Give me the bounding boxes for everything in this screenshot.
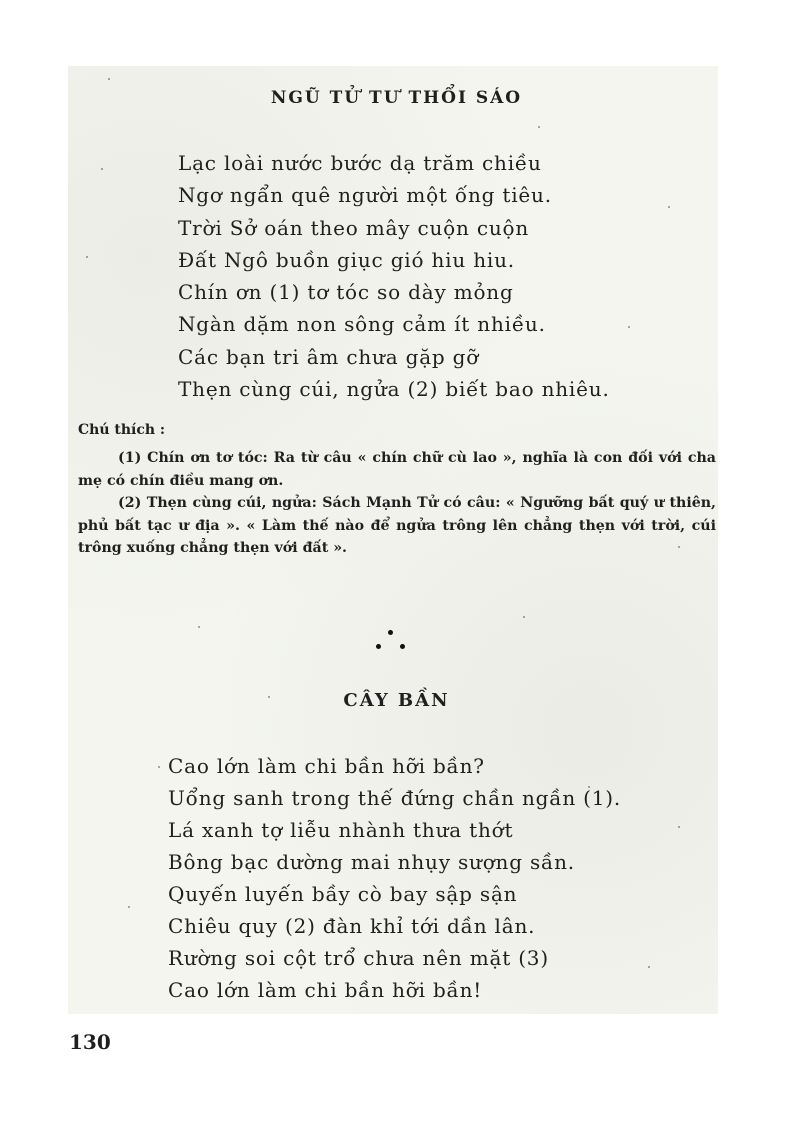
poem-line: Thẹn cùng cúi, ngửa (2) biết bao nhiêu. bbox=[178, 377, 610, 402]
poem-line: Quyến luyến bầy cò bay sập sận bbox=[168, 882, 518, 906]
note-item: (1) Chín ơn tơ tóc: Ra từ câu « chín chữ cù lao », nghĩa là con đối với cha mẹ có chín điều mang ơn. bbox=[78, 450, 716, 489]
poem-title-cay-ban: CÂY BẦN bbox=[343, 690, 450, 711]
poem-line: Ngơ ngẩn quê người một ống tiêu. bbox=[178, 183, 552, 208]
poem-line: Chiêu quy (2) đàn khỉ tới dần lân. bbox=[168, 914, 536, 938]
poem-line: Bông bạc dường mai nhụy sượng sần. bbox=[168, 850, 575, 874]
poem-line: Lá xanh tợ liễu nhành thưa thớt bbox=[168, 818, 514, 842]
notes-heading: Chú thích : bbox=[78, 422, 166, 438]
notes-body bbox=[78, 447, 716, 560]
poem-line: Rường soi cột trổ chưa nên mặt (3) bbox=[168, 946, 549, 970]
poem-line: Uổng sanh trong thế đứng chần ngần (1). bbox=[168, 786, 622, 810]
note-item: (2) Thẹn cùng cúi, ngửa: Sách Mạnh Tử có câu: « Ngưỡng bất quý ư thiên, phủ bất tạc ư địa ». « Làm thế nào để ngửa trông lên chẳng thẹn với trời, cúi trông xuống chẳng thẹn với đất ». bbox=[78, 495, 716, 556]
poem-title-ngu-tu-tu: NGŨ TỬ TƯ THỔI SÁO bbox=[270, 88, 523, 108]
poem-body-cay-ban bbox=[168, 750, 621, 1006]
poem-line: Trời Sở oán theo mây cuộn cuộn bbox=[178, 215, 530, 240]
poem-body-ngu-tu-tu bbox=[178, 147, 610, 405]
poem-line: Các bạn tri âm chưa gặp gỡ bbox=[178, 344, 480, 369]
section-separator bbox=[370, 628, 410, 652]
poem-line: Đất Ngô buồn giục gió hiu hiu. bbox=[178, 247, 515, 272]
poem-line: Cao lớn làm chi bần hỡi bần? bbox=[168, 754, 485, 778]
poem-line: Ngàn dặm non sông cảm ít nhiều. bbox=[178, 312, 546, 337]
poem-line: Chín ơn (1) tơ tóc so dày mỏng bbox=[178, 280, 514, 305]
page-number: 130 bbox=[69, 1030, 111, 1054]
poem-line: Lạc loài nước bước dạ trăm chiều bbox=[178, 151, 542, 175]
poem-line: Cao lớn làm chi bần hỡi bần! bbox=[168, 978, 483, 1002]
